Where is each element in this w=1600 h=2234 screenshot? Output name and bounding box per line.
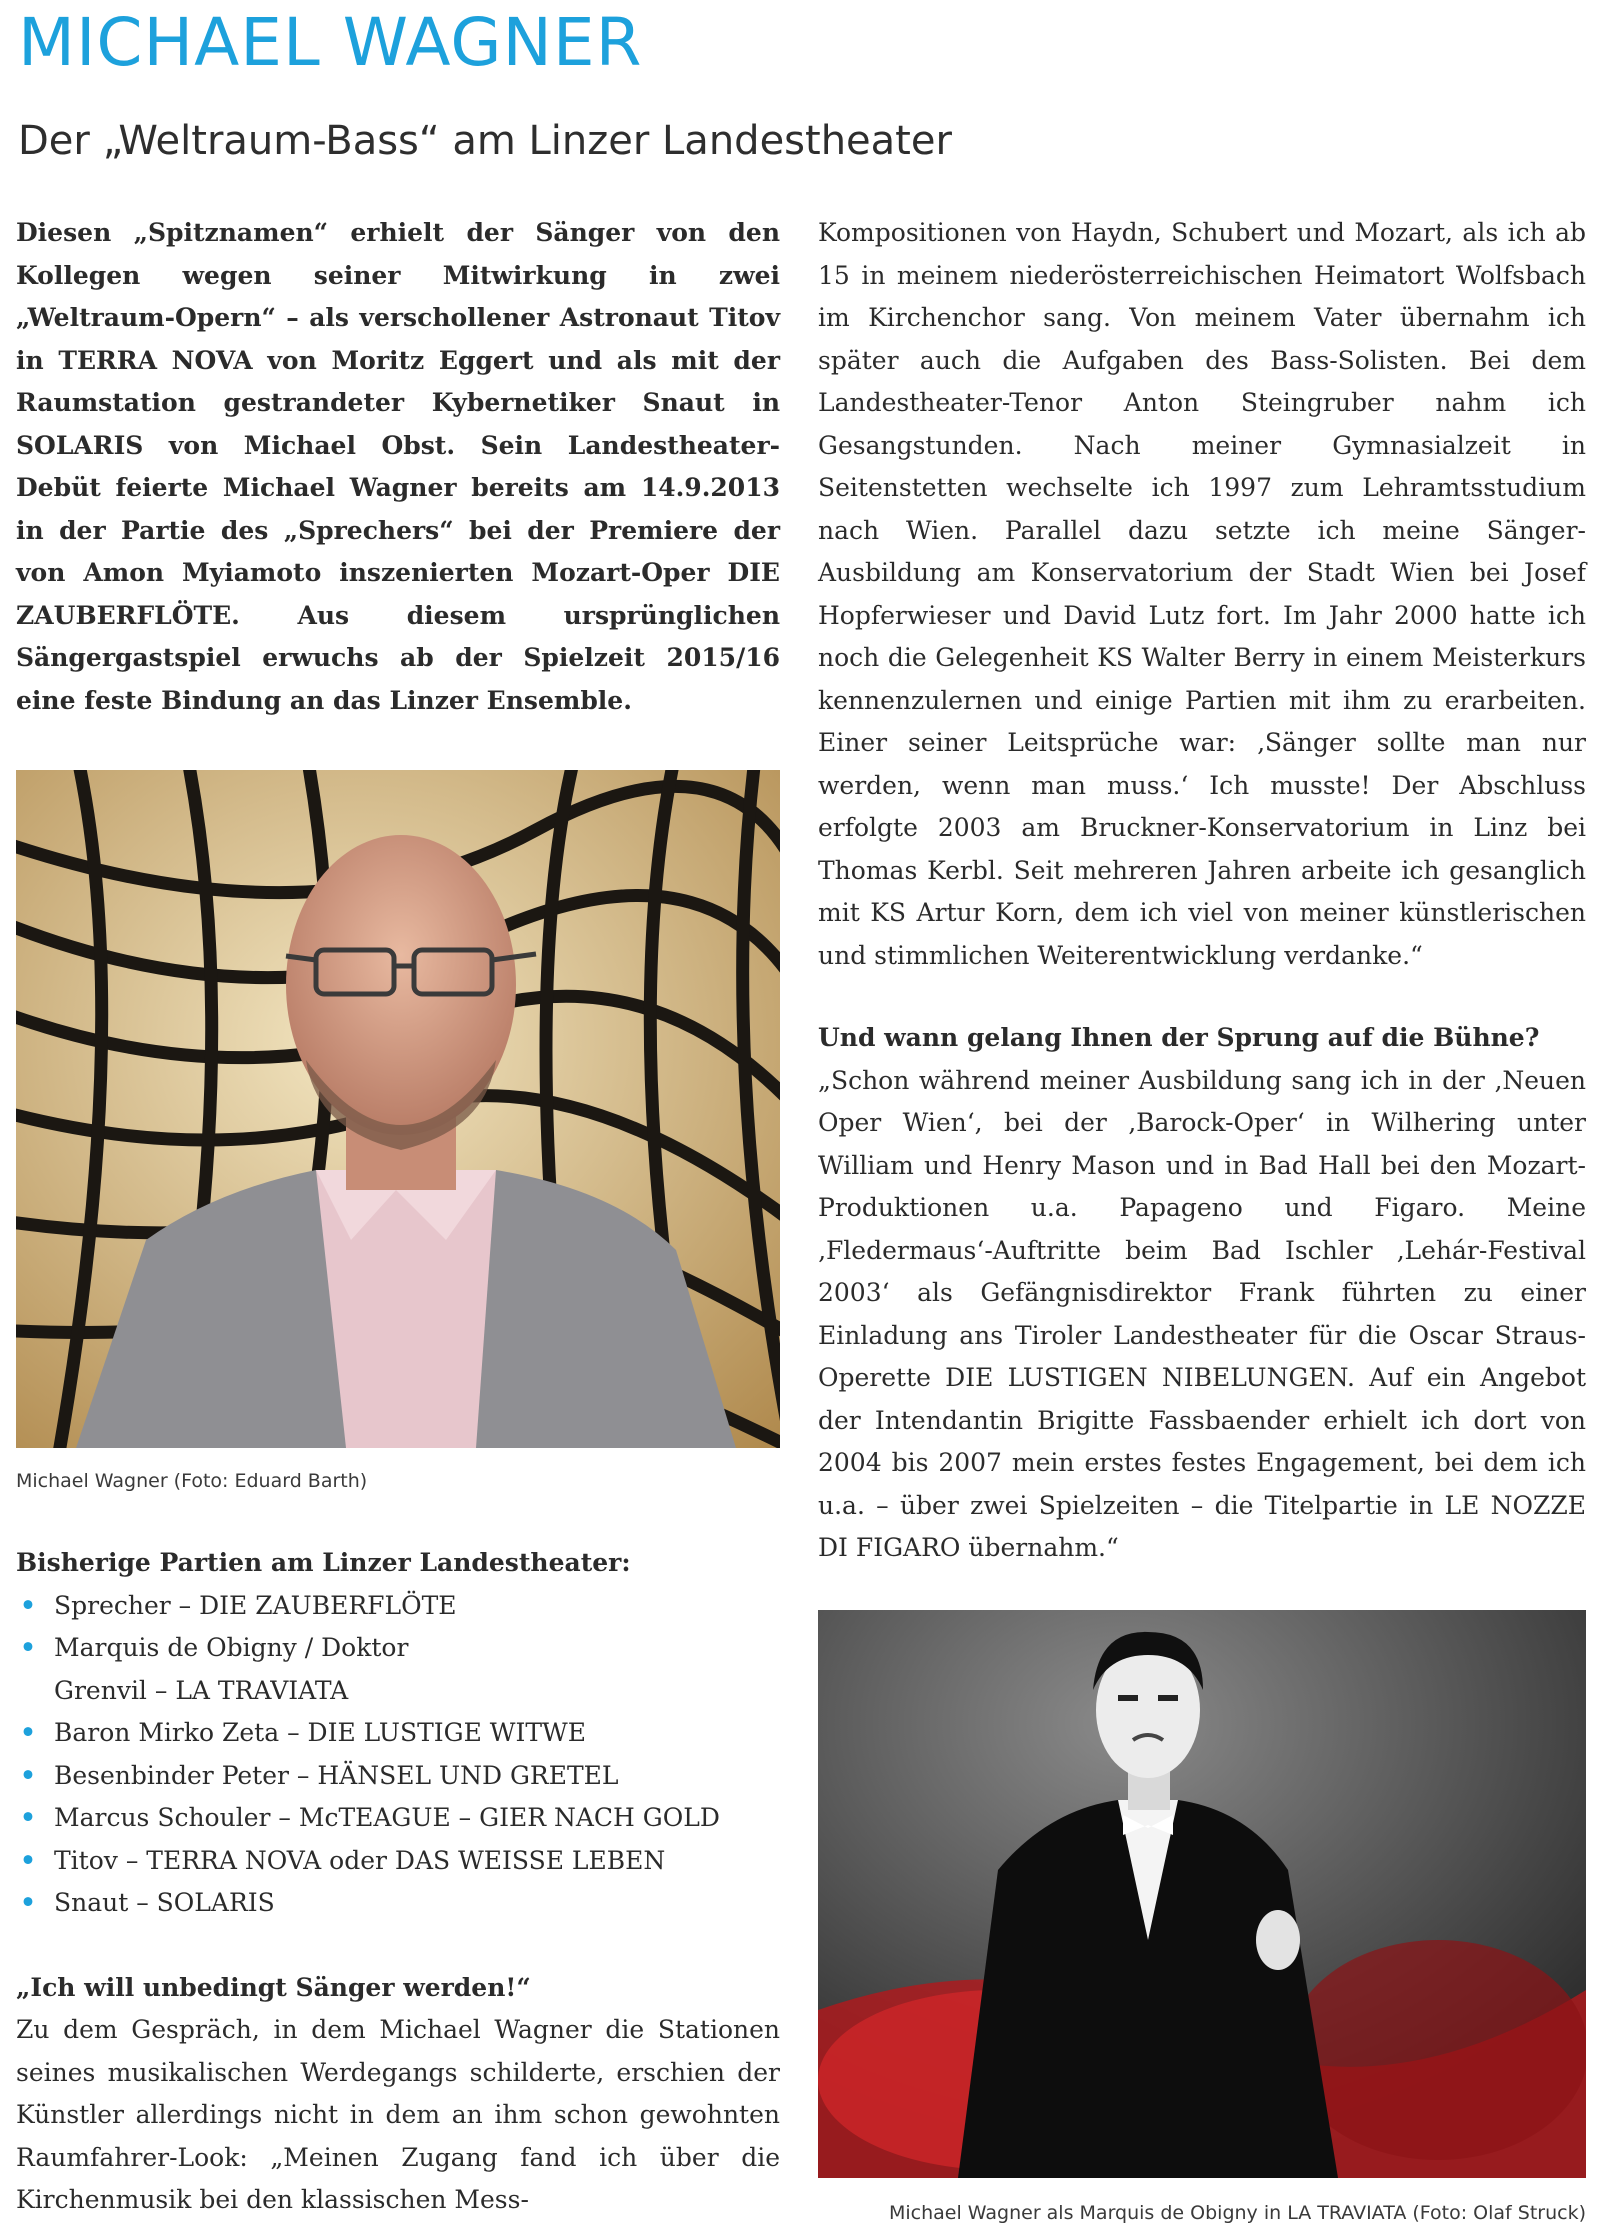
stage-image: [818, 1610, 1586, 2178]
role-item: • Titov – TERRA NOVA oder DAS WEISSE LEBEN: [16, 1840, 780, 1883]
role-item: • Baron Mirko Zeta – DIE LUSTIGE WITWE: [16, 1712, 780, 1755]
section2-body: „Schon während meiner Ausbildung sang ich in der ‚Neuen Oper Wien‘, bei der ‚Barock-Oper‘ in Wilhering unter William und Henry Mason und in Bad Hall bei den Mozart-Produktionen u.a. Papageno und Figaro. Meine ‚Fledermaus‘-Auftritte beim Bad Ischler ‚Lehár-Festival 2003‘ als Gefängnisdirektor Frank führten zu einer Einladung ans Tiroler Landestheater für die Oscar Straus-Operette DIE LUSTIGEN NIBELUNGEN. Auf ein Angebot der Intendantin Brigitte Fassbaender erhielt ich dort von 2004 bis 2007 mein erstes festes Engagement, bei dem ich u.a. – über zwei Spielzeiten – die Titelpartie in LE NOZZE DI FIGARO übernahm.“: [818, 1060, 1586, 1570]
section1-heading: „Ich will unbedingt Sänger werden!“: [16, 1967, 780, 2010]
stage-photo-caption: Michael Wagner als Marquis de Obigny in LA TRAVIATA (Foto: Olaf Struck): [818, 2192, 1586, 2234]
bullet-icon: •: [20, 1627, 36, 1670]
bullet-icon: •: [20, 1797, 36, 1840]
role-item: • Marquis de Obigny / Doktor Grenvil – LA TRAVIATA: [16, 1627, 780, 1712]
stage-photo: [818, 1610, 1586, 2178]
portrait-photo: [16, 770, 780, 1448]
stage-photo-block: [818, 1610, 1586, 2234]
bullet-icon: •: [20, 1712, 36, 1755]
intro-paragraph: Diesen „Spitznamen“ erhielt der Sänger von den Kollegen wegen seiner Mitwirkung in zwei „Weltraum-Opern“ – als verschollener Astronaut Titov in TERRA NOVA von Moritz Eggert und als mit der Raumstation gestrandeter Kybernetiker Snaut in SOLARIS von Michael Obst. Sein Landestheater-Debüt feierte Michael Wagner bereits am 14.9.2013 in der Partie des „Sprechers“ bei der Premiere der von Amon Myiamoto inszenierten Mozart-Oper DIE ZAUBERFLÖTE. Aus diesem ursprünglichen Sängergastspiel erwuchs ab der Spielzeit 2015/16 eine feste Bindung an das Linzer Ensemble.: [16, 212, 780, 722]
role-item: • Besenbinder Peter – HÄNSEL UND GRETEL: [16, 1755, 780, 1798]
bullet-icon: •: [20, 1755, 36, 1798]
section1-body-right: Kompositionen von Haydn, Schubert und Mozart, als ich ab 15 in meinem niederösterreichischen Heimatort Wolfsbach im Kirchenchor sang. Von meinem Vater übernahm ich später auch die Aufgaben des Bass-Solisten. Bei dem Landestheater-Tenor Anton Steingruber nahm ich Gesangstunden. Nach meiner Gymnasialzeit in Seitenstetten wechselte ich 1997 zum Lehramtsstudium nach Wien. Parallel dazu setzte ich meine Sänger-Ausbildung am Konservatorium der Stadt Wien bei Josef Hopferwieser und David Lutz fort. Im Jahr 2000 hatte ich noch die Gelegenheit KS Walter Berry in einem Meisterkurs kennenzulernen und einige Partien mit ihm zu erarbeiten. Einer seiner Leitsprüche war: ‚Sänger sollte man nur werden, wenn man muss.‘ Ich musste! Der Abschluss erfolgte 2003 am Bruckner-Konservatorium in Linz bei Thomas Kerbl. Seit mehreren Jahren arbeite ich gesanglich mit KS Artur Korn, dem ich viel von meiner künstlerischen und stimmlichen Weiterentwicklung verdanke.“: [818, 212, 1586, 977]
bullet-icon: •: [20, 1840, 36, 1883]
role-item: • Sprecher – DIE ZAUBERFLÖTE: [16, 1585, 780, 1628]
page-subtitle: Der „Weltraum-Bass“ am Linzer Landestheater: [18, 118, 952, 164]
section1-body-left: Zu dem Gespräch, in dem Michael Wagner die Stationen seines musikalischen Werdegangs schilderte, erschien der Künstler allerdings nicht in dem an ihm schon gewohnten Raumfahrer-Look: „Meinen Zugang fand ich über die Kirchenmusik bei den klassischen Mess-: [16, 2009, 780, 2222]
page-title: MICHAEL WAGNER: [18, 4, 642, 81]
right-column: [818, 212, 1586, 2234]
roles-list: [16, 1585, 780, 1925]
role-item: • Marcus Schouler – McTEAGUE – GIER NACH GOLD: [16, 1797, 780, 1840]
bullet-icon: •: [20, 1882, 36, 1925]
roles-heading: Bisherige Partien am Linzer Landestheater:: [16, 1542, 780, 1585]
role-item: • Snaut – SOLARIS: [16, 1882, 780, 1925]
section2-heading: Und wann gelang Ihnen der Sprung auf die Bühne?: [818, 1017, 1586, 1060]
left-column: [16, 212, 780, 2222]
portrait-caption: Michael Wagner (Foto: Eduard Barth): [16, 1460, 780, 1490]
bullet-icon: •: [20, 1585, 36, 1628]
portrait-image: [16, 770, 780, 1448]
